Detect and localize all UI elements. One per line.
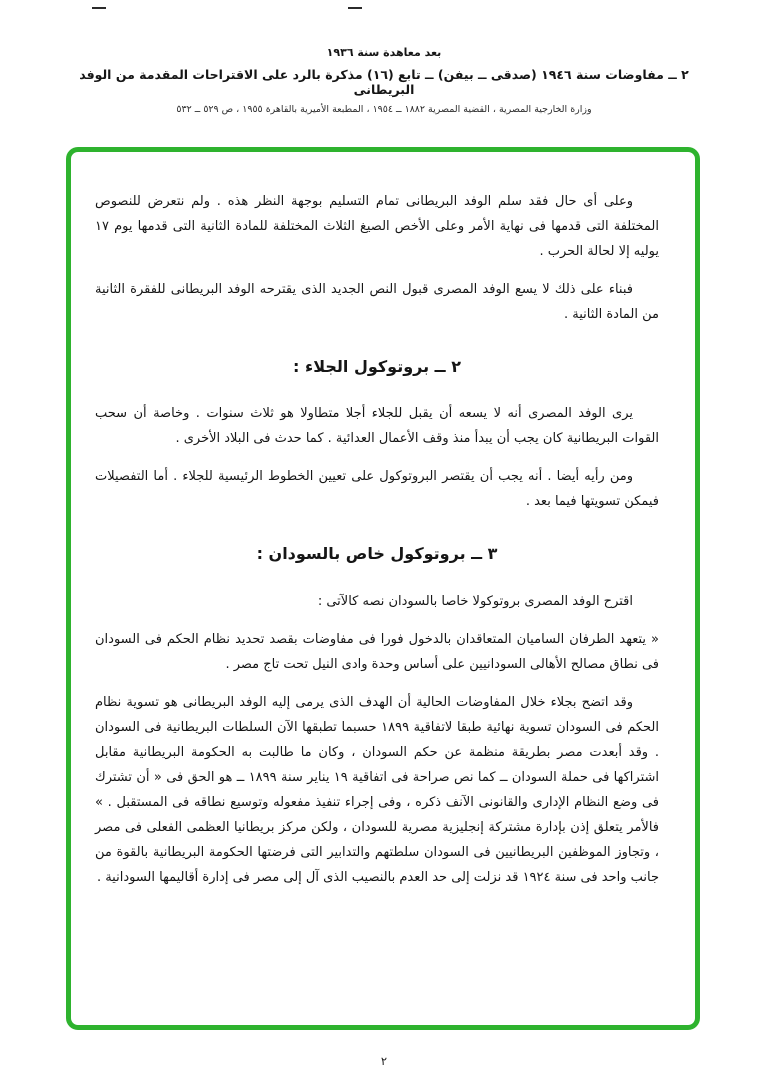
page-footer: [0, 1054, 768, 1068]
document-header: [0, 46, 768, 115]
paragraph-egyptian-rejection: فبناء على ذلك لا يسع الوفد المصرى قبول النص الجديد الذى يقترحه الوفد البريطانى للفقرة الثانية من المادة الثانية .: [95, 281, 659, 322]
paragraph-sudan-negotiations-analysis: وقد اتضح بجلاء خلال المفاوضات الحالية أن الهدف الذى يرمى إليه الوفد البريطانى هو تسوية نظام الحكم فى السودان تسوية نهائية طبقا لاتفاقية ١٨٩٩ حسبما تطبقها الآن السلطات البريطانية فى السودان . وقد أبعدت مصر بطريقة منظمة عن حكم السودان ، وكان ما طالبت به الحكومة البريطانية مقابل اشتراكها فى حملة السودان ــ كما نص صراحة فى اتفاقية ١٩ يناير سنة ١٨٩٩ ــ هو الحق فى « أن تشترك فى وضع النظام الإدارى والقانونى الآنف ذكره ، وفى إجراء تنفيذ مفعوله وتوسيع نطاقه فى المستقبل . » فالأمر يتعلق إذن بإدارة مشتركة إنجليزية مصرية للسودان ، ولكن مركز بريطانيا العظمى الفعلى فى مصر ، وتجاوز الموظفين البريطانيين فى السودان سلطتهم والتدابير التى فرضتها الحكومة البريطانية بالقوة من جانب واحد فى سنة ١٩٢٤ قد نزلت إلى حد العدم بالنصيب الذى آل إلى مصر فى إدارة أقاليمها السودانية .: [95, 694, 659, 885]
paragraph-sudan-protocol-quote: « يتعهد الطرفان الساميان المتعاقدان بالدخول فورا فى مفاوضات بقصد تحديد نظام الحكم فى السودان فى نطاق مصالح الأهالى السودانيين على أساس وحدة وادى النيل تحت تاج مصر .: [95, 631, 659, 672]
document-body: [71, 152, 695, 920]
page-number: ٢: [380, 1054, 388, 1068]
header-source-citation: وزارة الخارجية المصرية ، القضية المصرية ١٨٨٢ ــ ١٩٥٤ ، المطبعة الأميرية بالقاهرة ١٩٥٥ ، ص ٥٢٩ ــ ٥٣٢: [176, 104, 592, 115]
green-highlight-box: [66, 147, 700, 1030]
paragraph-sudan-proposal-intro: اقترح الوفد المصرى بروتوكولا خاصا بالسودان نصه كالآتى :: [317, 594, 633, 610]
header-title-line: ٢ ــ مفاوضات سنة ١٩٤٦ (صدقى ــ بيفن) ــ تابع (١٦) مذكرة بالرد على الاقتراحات المقدمة من الوفد البريطانى: [79, 67, 689, 97]
header-treaty-line: بعد معاهدة سنة ١٩٣٦: [326, 46, 442, 59]
paragraph-protocol-main-lines: ومن رأيه أيضا . أنه يجب أن يقتصر البروتوكول على تعيين الخطوط الرئيسية للجلاء . أما التفصيلات فيمكن تسويتها فيما بعد .: [95, 469, 659, 510]
section-heading-evacuation-protocol: ٢ ــ بروتوكول الجلاء :: [293, 356, 461, 376]
scan-mark: [348, 7, 362, 9]
section-heading-sudan-protocol: ٣ ــ بروتوكول خاص بالسودان :: [256, 544, 498, 564]
paragraph-evacuation-period: يرى الوفد المصرى أنه لا يسعه أن يقبل للجلاء أجلا متطاولا هو ثلاث سنوات . وخاصة أن سحب القوات البريطانية كان يجب أن يبدأ منذ وقف الأعمال العدائية . كما حدث فى البلاد الأخرى .: [95, 406, 659, 447]
paragraph-british-concession: وعلى أى حال فقد سلم الوفد البريطانى تمام التسليم بوجهة النظر هذه . ولم نتعرض للنصوص المختلفة التى قدمها فى نهاية الأمر وعلى الأخص الصيغ الثلاث المختلفة للمادة الثانية التى قدمها يوم ١٧ يوليه إلا لحالة الحرب .: [95, 194, 659, 259]
scan-mark: [92, 7, 106, 9]
